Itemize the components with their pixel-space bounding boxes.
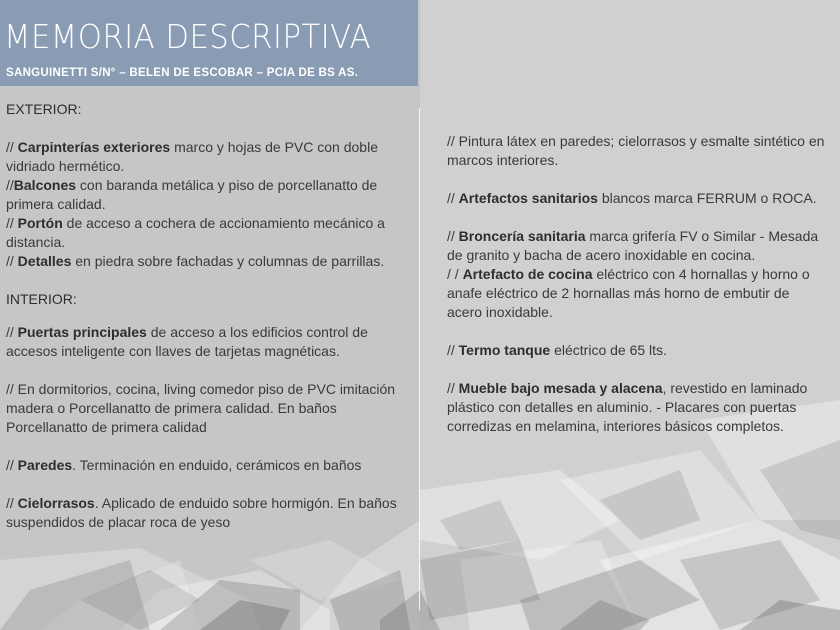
item-prefix: // xyxy=(6,253,18,269)
item-text: blancos marca FERRUM o ROCA. xyxy=(597,190,817,206)
exterior-heading: EXTERIOR: xyxy=(6,101,82,117)
interior-item xyxy=(447,265,827,322)
interior-item xyxy=(447,132,827,170)
item-text: marco y hojas de PVC con doble vidriado hermético. xyxy=(6,139,378,174)
item-bold: Carpinterías exteriores xyxy=(17,139,171,155)
left-column xyxy=(6,100,398,532)
exterior-item xyxy=(6,214,398,252)
item-prefix: // xyxy=(447,380,459,396)
item-bold: Mueble bajo mesada y alacena xyxy=(458,380,663,396)
item-bold: Artefacto de cocina xyxy=(462,266,593,282)
item-bold: Paredes xyxy=(17,457,73,473)
interior-item xyxy=(447,189,827,208)
interior-item xyxy=(447,341,827,360)
item-bold: Termo tanque xyxy=(458,342,551,358)
item-prefix: / / xyxy=(447,266,463,282)
item-text: eléctrico con 4 hornallas y horno o anafe eléctrico de 2 hornallas más horno de embutir de acero inoxidable. xyxy=(447,266,810,320)
item-text: . Aplicado de enduido sobre hormigón. En baños suspendidos de placar roca de yeso xyxy=(6,495,397,530)
item-bold: Broncería sanitaria xyxy=(458,228,586,244)
item-text: eléctrico de 65 lts. xyxy=(550,342,667,358)
item-bold: Puertas principales xyxy=(17,324,147,340)
right-column xyxy=(447,132,827,436)
item-text: , revestido en laminado plástico con detalles en aluminio. - Placares con puertas corredizas en melamina, interiores básicos completos. xyxy=(447,380,808,434)
exterior-item xyxy=(6,138,398,176)
item-bold: Balcones xyxy=(13,177,77,193)
item-bold: Detalles xyxy=(17,253,72,269)
interior-item xyxy=(447,227,827,265)
item-text: // En dormitorios, cocina, living comedor piso de PVC imitación madera o Porcellanatto de primera calidad. En baños Porcellanatto de primera calidad xyxy=(6,381,396,435)
item-text: de acceso a cochera de accionamiento mecánico a distancia. xyxy=(6,215,385,250)
column-divider xyxy=(419,108,420,610)
item-bold: Portón xyxy=(17,215,63,231)
item-prefix: // xyxy=(6,215,18,231)
item-prefix: // xyxy=(447,342,459,358)
interior-item xyxy=(6,494,398,532)
item-bold: Cielorrasos xyxy=(17,495,95,511)
interior-item xyxy=(6,456,398,475)
item-text: con baranda metálica y piso de porcellanatto de primera calidad. xyxy=(6,177,378,212)
item-bold: Artefactos sanitarios xyxy=(458,190,598,206)
item-text: marca grifería FV o Similar - Mesada de granito y bacha de acero inoxidable en cocina. xyxy=(447,228,819,263)
interior-heading: INTERIOR: xyxy=(6,291,77,307)
interior-item xyxy=(447,379,827,436)
item-prefix: // xyxy=(6,177,14,193)
page-title: MEMORIA DESCRIPTIVA xyxy=(4,17,372,56)
item-prefix: // xyxy=(447,228,459,244)
page-subtitle: SANGUINETTI S/N° – BELEN DE ESCOBAR – PCIA DE BS AS. xyxy=(6,67,359,79)
exterior-item xyxy=(6,252,398,271)
item-text: // Pintura látex en paredes; cielorrasos y esmalte sintético en marcos interiores. xyxy=(447,133,825,168)
interior-item xyxy=(6,380,398,437)
interior-item xyxy=(6,323,398,361)
item-prefix: // xyxy=(6,139,18,155)
item-prefix: // xyxy=(6,324,18,340)
item-text: . Terminación en enduido, cerámicos en baños xyxy=(72,457,362,473)
item-prefix: // xyxy=(447,190,459,206)
exterior-item xyxy=(6,176,398,214)
item-prefix: // xyxy=(6,457,18,473)
item-text: en piedra sobre fachadas y columnas de parrillas. xyxy=(71,253,385,269)
item-prefix: // xyxy=(6,495,18,511)
item-text: de acceso a los edificios control de accesos inteligente con llaves de tarjetas magnéticas. xyxy=(6,324,368,359)
